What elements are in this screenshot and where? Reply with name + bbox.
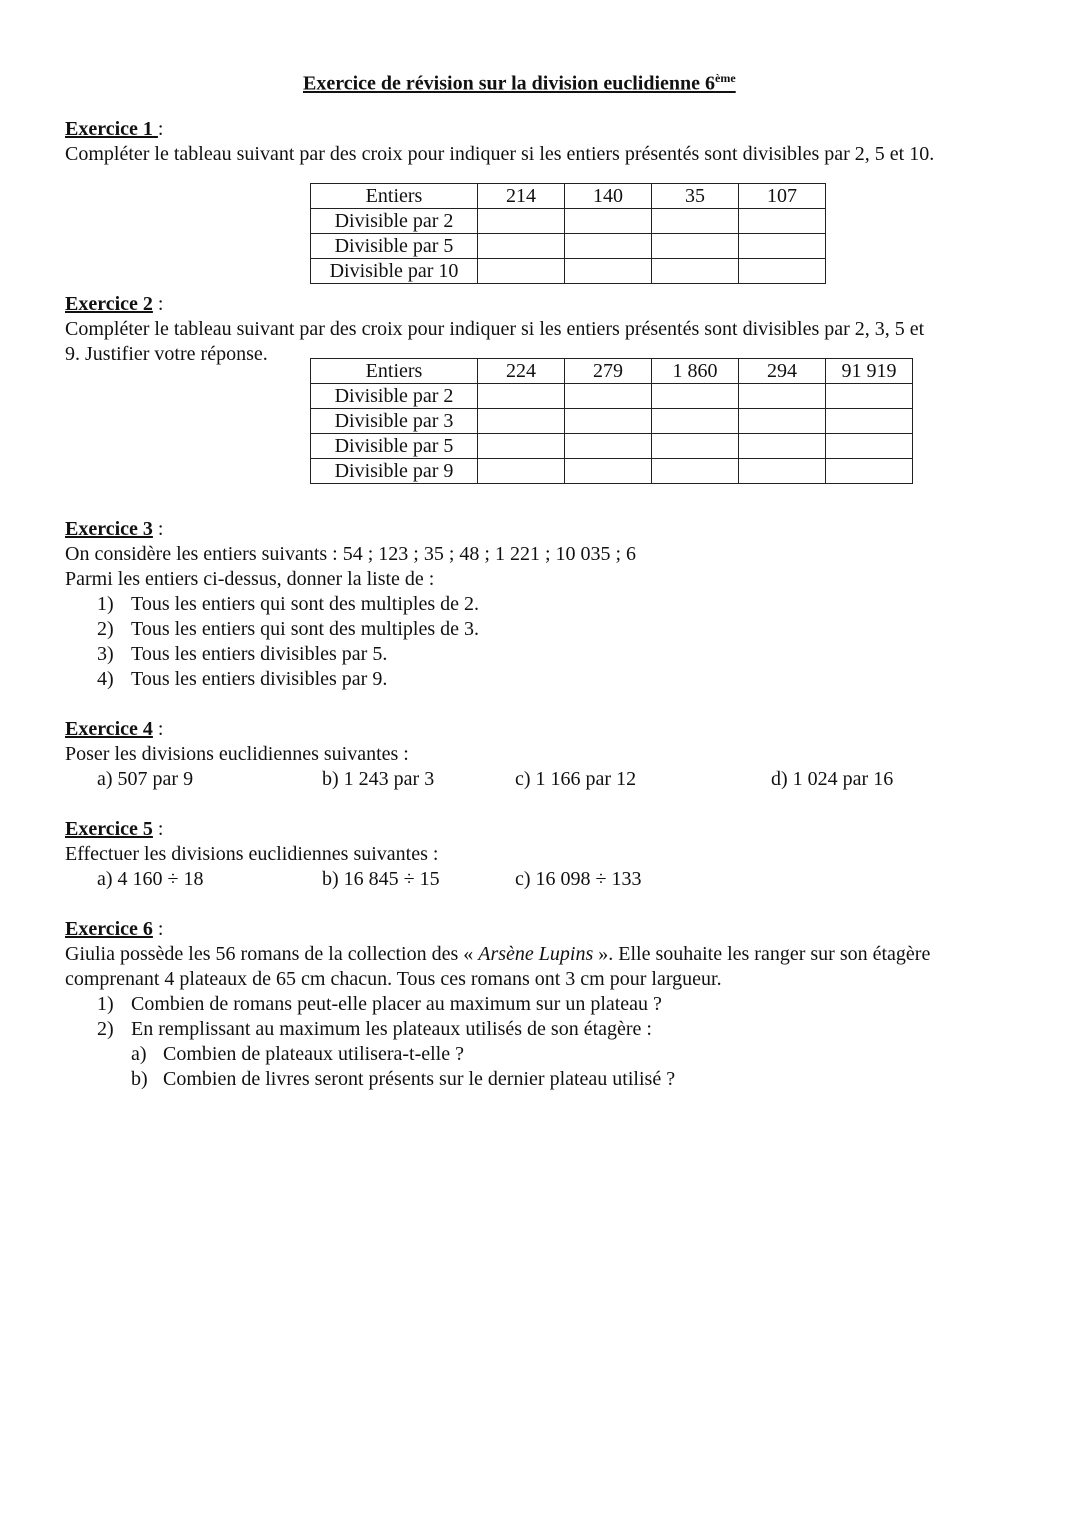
answer-cell[interactable] (565, 409, 652, 434)
answer-cell[interactable] (478, 259, 565, 284)
ex4-item-c: c) 1 166 par 12 (515, 768, 637, 790)
header-label-cell: Entiers (311, 184, 478, 209)
item-number: b) (131, 1068, 148, 1090)
answer-cell[interactable] (739, 384, 826, 409)
table-row (311, 384, 913, 409)
header-label-cell: Entiers (311, 359, 478, 384)
colon: : (152, 918, 164, 940)
item-text: Combien de romans peut-elle placer au maximum sur un plateau ? (131, 993, 662, 1015)
answer-cell[interactable] (739, 409, 826, 434)
colon: : (152, 818, 164, 840)
item-text: Tous les entiers divisibles par 9. (131, 668, 388, 690)
answer-cell[interactable] (826, 409, 913, 434)
ex3-line-2: Parmi les entiers ci-dessus, donner la liste de : (65, 568, 435, 590)
table-row (311, 434, 913, 459)
table-row (311, 234, 826, 259)
text: ». Elle souhaite les ranger sur son étagère (593, 943, 931, 965)
answer-cell[interactable] (478, 209, 565, 234)
ex1-heading (65, 117, 163, 142)
item-text: Tous les entiers divisibles par 5. (131, 643, 388, 665)
ex5-item-b: b) 16 845 ÷ 15 (322, 868, 440, 890)
answer-cell[interactable] (739, 434, 826, 459)
answer-cell[interactable] (478, 234, 565, 259)
ex6-qb (131, 1067, 676, 1092)
answer-cell[interactable] (565, 259, 652, 284)
answer-cell[interactable] (652, 459, 739, 484)
answer-cell[interactable] (739, 259, 826, 284)
colon: : (152, 518, 164, 540)
ex2-heading (65, 292, 163, 317)
answer-cell[interactable] (565, 434, 652, 459)
item-number: 1) (97, 593, 114, 615)
table-row (311, 209, 826, 234)
answer-cell[interactable] (565, 209, 652, 234)
answer-cell[interactable] (652, 234, 739, 259)
answer-cell[interactable] (478, 459, 565, 484)
title-sup: ème (715, 71, 736, 85)
answer-cell[interactable] (739, 459, 826, 484)
table-row (311, 259, 826, 284)
ex2-table (310, 358, 913, 484)
answer-cell[interactable] (739, 234, 826, 259)
answer-cell[interactable] (652, 209, 739, 234)
row-label-cell: Divisible par 2 (311, 209, 478, 234)
ex6-q2 (97, 1017, 652, 1042)
table-row (311, 409, 913, 434)
integer-header-cell: 1 860 (652, 359, 739, 384)
ex6-qa (131, 1042, 464, 1067)
ex4-item-d: d) 1 024 par 16 (771, 768, 894, 790)
ex2-text-1: Compléter le tableau suivant par des croix pour indiquer si les entiers présentés sont divisibles par 2, 3, 5 et (65, 318, 925, 340)
answer-cell[interactable] (565, 234, 652, 259)
integer-header-cell: 91 919 (826, 359, 913, 384)
answer-cell[interactable] (652, 384, 739, 409)
integer-header-cell: 35 (652, 184, 739, 209)
ex5-item-a: a) 4 160 ÷ 18 (97, 868, 204, 890)
row-label-cell: Divisible par 3 (311, 409, 478, 434)
item-text: Combien de plateaux utilisera-t-elle ? (163, 1043, 464, 1065)
answer-cell[interactable] (565, 459, 652, 484)
integer-header-cell: 294 (739, 359, 826, 384)
answer-cell[interactable] (739, 209, 826, 234)
colon: : (152, 718, 164, 740)
item-number: 2) (97, 1018, 114, 1040)
table-row (311, 459, 913, 484)
integer-header-cell: 224 (478, 359, 565, 384)
row-label-cell: Divisible par 10 (311, 259, 478, 284)
integer-header-cell: 107 (739, 184, 826, 209)
answer-cell[interactable] (826, 434, 913, 459)
item-number: 1) (97, 993, 114, 1015)
ex3-item (97, 592, 480, 617)
ex5-title: Exercice 5 (65, 818, 153, 840)
book-title: Arsène Lupins (478, 943, 594, 965)
item-number: 2) (97, 618, 114, 640)
item-text: En remplissant au maximum les plateaux utilisés de son étagère : (131, 1018, 652, 1040)
answer-cell[interactable] (652, 434, 739, 459)
ex6-title: Exercice 6 (65, 918, 153, 940)
ex5-item-c: c) 16 098 ÷ 133 (515, 868, 642, 890)
colon: : (152, 293, 164, 315)
answer-cell[interactable] (826, 384, 913, 409)
row-label-cell: Divisible par 2 (311, 384, 478, 409)
ex3-title: Exercice 3 (65, 518, 153, 540)
ex3-heading (65, 517, 163, 542)
table-header-row (311, 359, 913, 384)
ex5-text: Effectuer les divisions euclidiennes suivantes : (65, 843, 439, 865)
answer-cell[interactable] (478, 434, 565, 459)
item-number: 4) (97, 668, 114, 690)
ex6-line-1 (65, 942, 930, 967)
ex1-title: Exercice 1 (65, 118, 158, 140)
answer-cell[interactable] (478, 409, 565, 434)
ex1-text: Compléter le tableau suivant par des croix pour indiquer si les entiers présentés sont divisibles par 2, 5 et 10. (65, 143, 935, 165)
ex2-title: Exercice 2 (65, 293, 153, 315)
ex4-title: Exercice 4 (65, 718, 153, 740)
answer-cell[interactable] (478, 384, 565, 409)
table-header-row (311, 184, 826, 209)
integer-header-cell: 279 (565, 359, 652, 384)
ex4-text: Poser les divisions euclidiennes suivantes : (65, 743, 409, 765)
text: Giulia possède les 56 romans de la collection des « (65, 943, 479, 965)
item-number: a) (131, 1043, 147, 1065)
answer-cell[interactable] (826, 459, 913, 484)
item-text: Tous les entiers qui sont des multiples de 3. (131, 618, 480, 640)
answer-cell[interactable] (652, 259, 739, 284)
ex3-item (97, 667, 388, 692)
integer-header-cell: 140 (565, 184, 652, 209)
ex4-heading (65, 717, 163, 742)
ex2-text-2: 9. Justifier votre réponse. (65, 343, 268, 365)
ex6-line-2: comprenant 4 plateaux de 65 cm chacun. Tous ces romans ont 3 cm pour largueur. (65, 968, 722, 990)
ex4-item-b: b) 1 243 par 3 (322, 768, 435, 790)
ex1-table (310, 183, 826, 284)
item-number: 3) (97, 643, 114, 665)
item-text: Combien de livres seront présents sur le dernier plateau utilisé ? (163, 1068, 676, 1090)
colon: : (157, 118, 164, 140)
ex5-heading (65, 817, 163, 842)
row-label-cell: Divisible par 9 (311, 459, 478, 484)
ex3-item (97, 642, 388, 667)
ex3-item (97, 617, 480, 642)
ex6-heading (65, 917, 163, 942)
row-label-cell: Divisible par 5 (311, 434, 478, 459)
item-text: Tous les entiers qui sont des multiples de 2. (131, 593, 480, 615)
ex3-line-1: On considère les entiers suivants : 54 ; 123 ; 35 ; 48 ; 1 221 ; 10 035 ; 6 (65, 543, 637, 565)
title-text: Exercice de révision sur la division euclidienne 6 (303, 72, 716, 95)
integer-header-cell: 214 (478, 184, 565, 209)
answer-cell[interactable] (652, 409, 739, 434)
ex6-q1 (97, 992, 662, 1017)
ex4-item-a: a) 507 par 9 (97, 768, 194, 790)
row-label-cell: Divisible par 5 (311, 234, 478, 259)
answer-cell[interactable] (565, 384, 652, 409)
page-title (303, 66, 736, 97)
